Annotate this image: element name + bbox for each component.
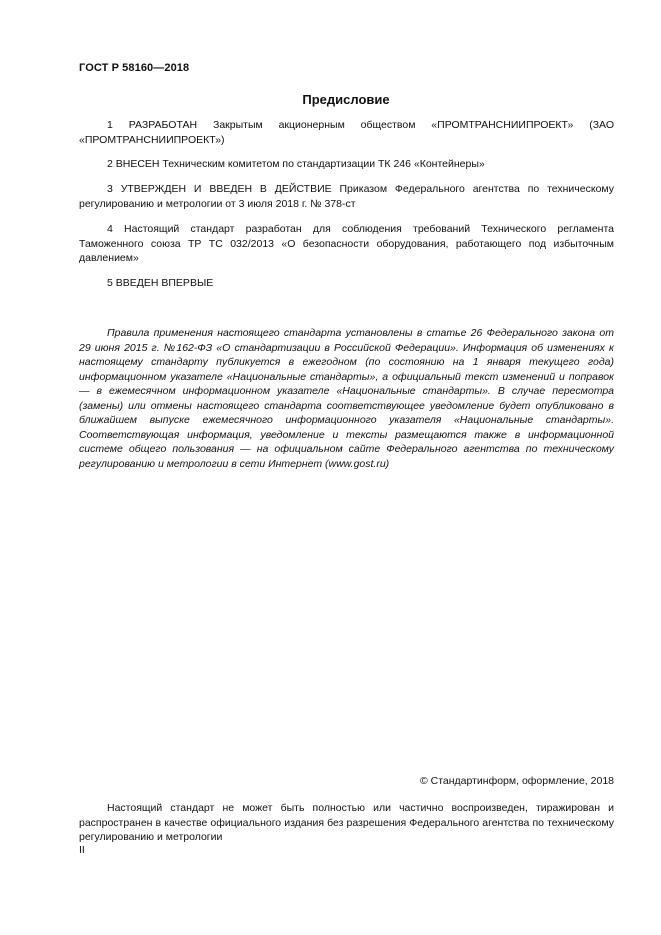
- paragraph-compliance: 4 Настоящий стандарт разработан для соблюдения требований Технического регламента Таможенного союза ТР ТС 032/2013 «О безопасности оборудования, работающего под избыточным давлением»: [79, 223, 614, 264]
- paragraph-approved: 3 УТВЕРЖДЕН И ВВЕДЕН В ДЕЙСТВИЕ Приказом Федерального агентства по техническому регулированию и метрологии от 3 июля 2018 г. № 378-ст: [79, 183, 614, 210]
- document-code: ГОСТ Р 58160—2018: [79, 62, 190, 74]
- page-number: II: [79, 844, 85, 856]
- paragraph-first-introduced: 5 ВВЕДЕН ВПЕРВЫЕ: [107, 277, 214, 289]
- paragraph-introduced-by: 2 ВНЕСЕН Техническим комитетом по стандартизации ТК 246 «Контейнеры»: [107, 158, 485, 170]
- section-title: Предисловие: [302, 92, 390, 107]
- paragraph-developed-by: 1 РАЗРАБОТАН Закрытым акционерным обществом «ПРОМТРАНСНИИПРОЕКТ» (ЗАО «ПРОМТРАНСНИИПРОЕКТ»): [79, 119, 614, 146]
- reproduction-notice: Настоящий стандарт не может быть полностью или частично воспроизведен, тиражирован и распространен в качестве официального издания без разрешения Федерального агентства по техническому регулированию и метрологии: [79, 802, 614, 843]
- application-rules-notice: Правила применения настоящего стандарта установлены в статье 26 Федерального закона от 29 июня 2015 г. №162-ФЗ «О стандартизации в Российской Федерации». Информация об изменениях к настоящему стандарту публикуется в ежегодном (по состоянию на 1 января текущего года) информационном указателе «Национальные стандарты», а официальный текст изменений и поправок — в ежемесячном информационном указателе «Национальные стандарты». В случае пересмотра (замены) или отмены настоящего стандарта соответствующее уведомление будет опубликовано в ближайшем выпуске ежемесячного информационного указателя «Национальные стандарты». Соответствующая информация, уведомление и тексты размещаются также в информационной системе общего пользования — на официальном сайте Федерального агентства по техническому регулированию и метрологии в сети Интернет (www.gost.ru): [79, 327, 614, 470]
- copyright-line: © Стандартинформ, оформление, 2018: [419, 775, 614, 787]
